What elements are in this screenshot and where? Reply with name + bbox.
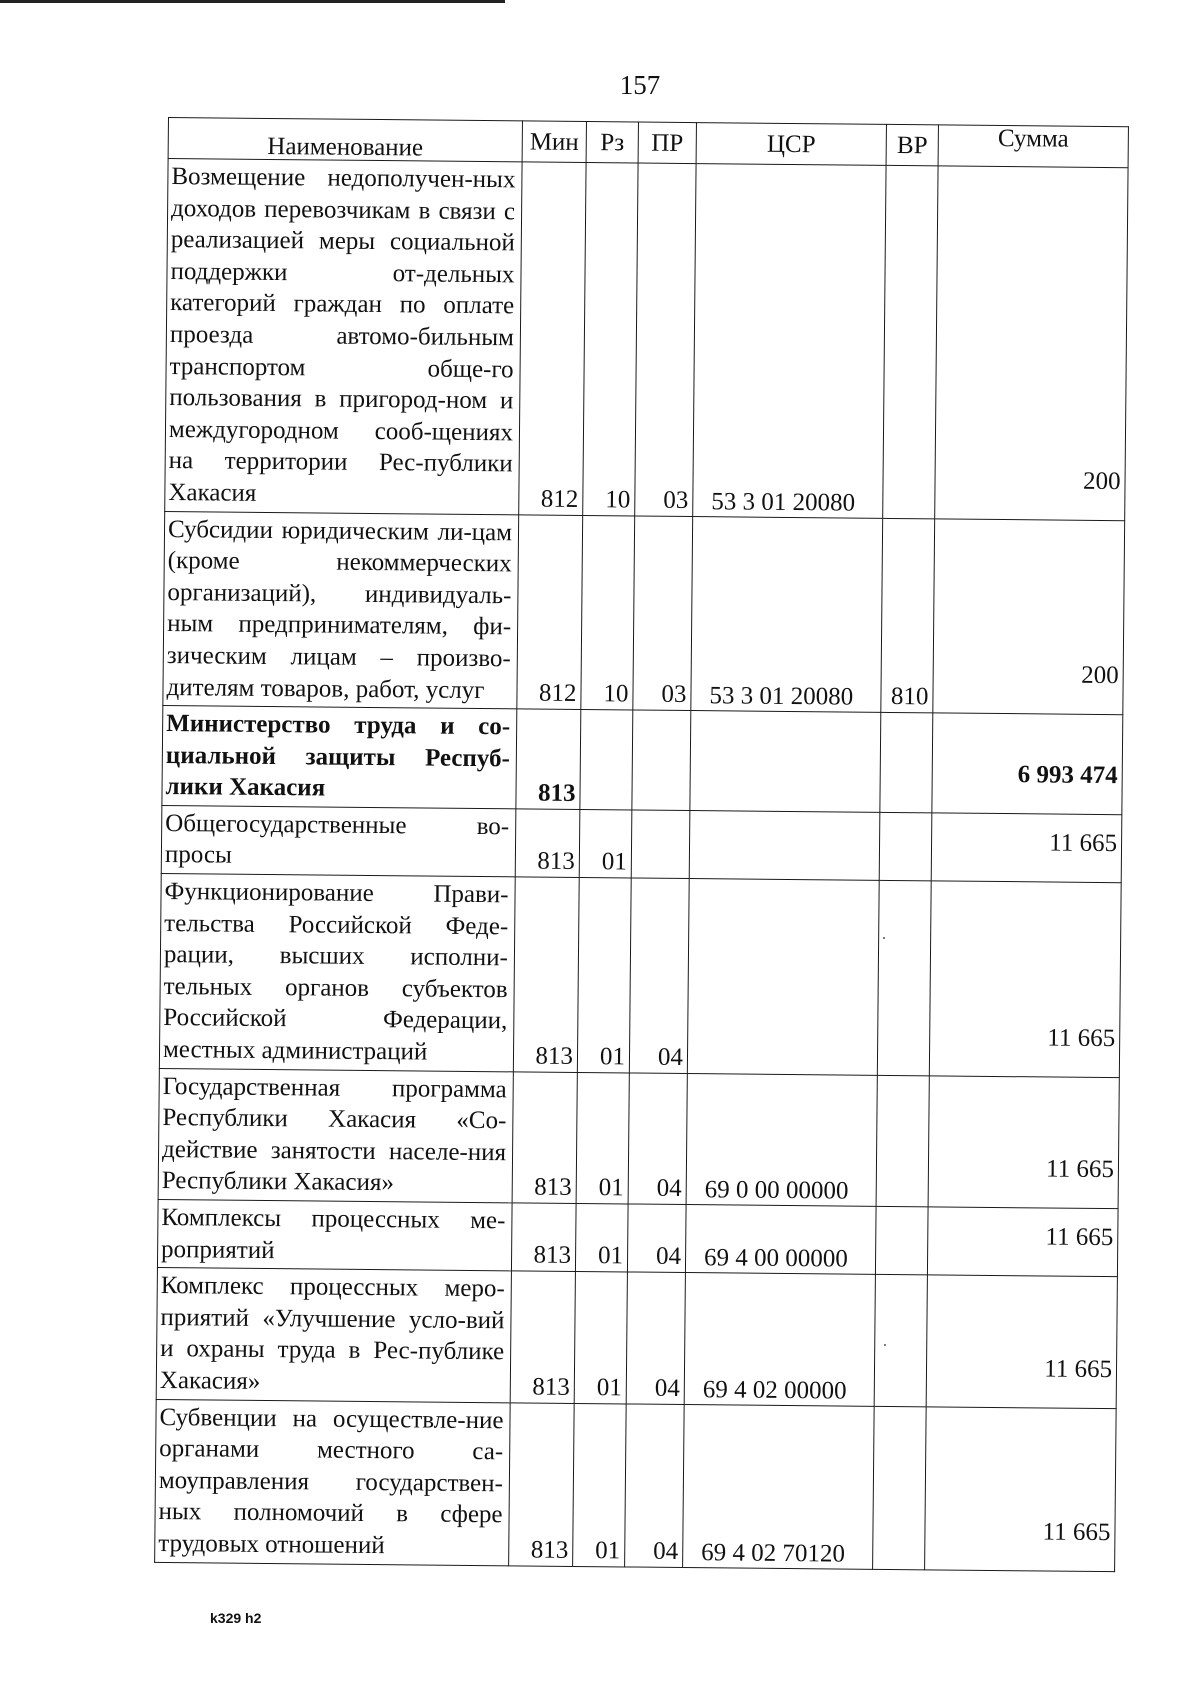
table-header-row — [168, 118, 1128, 168]
cell-name: Субсидии юридическим ли-цам (кроме некоммерческих организаций), индивидуаль-ным предпринимателям, фи-зическим лицам – произво-дителям товаров, работ, услуг — [163, 511, 519, 709]
cell-sum: 11 665 — [931, 813, 1122, 883]
cell-min: 813 — [510, 1271, 575, 1403]
cell-name: Функционирование Прави-тельства Российской Феде-рации, высших исполни-тельных органов субъектов Российской Федерации, местных администраций — [159, 874, 515, 1072]
table-row — [163, 511, 1125, 715]
cell-rz: 01 — [573, 1403, 627, 1566]
cell-sum: 6 993 474 — [932, 713, 1123, 815]
table-row — [156, 1268, 1117, 1409]
cell-rz: 10 — [581, 515, 635, 710]
cell-csr — [689, 810, 880, 880]
footer-code: k329 h2 — [210, 1610, 262, 1626]
cell-vr — [874, 1275, 927, 1407]
header-sum: Сумма — [938, 125, 1128, 168]
cell-vr — [873, 1406, 927, 1569]
cell-name: Государственная программа Республики Хакасия «Со-действие занятости населе-ния Республики Хакасия» — [158, 1068, 513, 1203]
cell-min: 812 — [517, 514, 583, 709]
scan-edge-line — [0, 0, 505, 3]
cell-vr — [880, 712, 933, 812]
cell-min: 813 — [512, 1071, 577, 1203]
table-row — [157, 1199, 1118, 1276]
cell-name: Общегосударственные во-просы — [161, 805, 516, 877]
cell-pr: 03 — [633, 516, 693, 711]
budget-table — [154, 117, 1129, 1572]
cell-sum: 11 665 — [928, 1075, 1119, 1208]
cell-name: Субвенции на осуществле-ние органами местного са-моуправления государствен-ных полномочий в сфере трудовых отношений — [155, 1399, 511, 1565]
header-csr: ЦСР — [696, 123, 886, 166]
cell-pr: 04 — [628, 1073, 687, 1205]
cell-vr — [876, 1075, 929, 1207]
cell-min: 813 — [509, 1402, 575, 1566]
header-min: Мин — [522, 121, 586, 163]
cell-csr: 53 3 01 20080 — [691, 516, 883, 712]
cell-csr — [687, 879, 879, 1075]
cell-csr: 53 3 01 20080 — [693, 164, 886, 518]
cell-sum: 11 665 — [926, 1275, 1117, 1408]
header-vr: ВР — [886, 124, 938, 165]
table-row — [165, 159, 1128, 521]
cell-name: Комплекс процессных меро-приятий «Улучшение усло-вий и охраны труда в Рес-публике Хакасия» — [156, 1268, 511, 1403]
cell-csr — [690, 711, 881, 813]
page-number: 157 — [619, 70, 661, 100]
cell-min: 813 — [513, 877, 579, 1072]
cell-csr: 69 4 00 00000 — [685, 1205, 876, 1275]
cell-sum: 11 665 — [925, 1406, 1117, 1571]
cell-rz: 01 — [577, 878, 631, 1073]
cell-csr: 69 0 00 00000 — [686, 1073, 877, 1206]
table-row — [161, 805, 1122, 882]
scan-speck — [884, 1344, 886, 1346]
cell-name: Комплексы процессных ме-роприятий — [157, 1199, 512, 1271]
cell-sum: 11 665 — [927, 1207, 1118, 1277]
cell-pr: 04 — [627, 1204, 686, 1273]
table-row — [159, 874, 1121, 1078]
header-pr: ПР — [638, 122, 696, 164]
cell-pr: 04 — [629, 878, 689, 1073]
cell-min: 812 — [519, 162, 586, 515]
cell-min: 813 — [515, 809, 580, 878]
cell-rz: 01 — [575, 1203, 628, 1272]
cell-vr — [883, 165, 938, 518]
cell-pr: 04 — [626, 1272, 685, 1404]
cell-csr: 69 4 02 70120 — [683, 1404, 875, 1569]
cell-sum: 11 665 — [929, 881, 1121, 1077]
cell-rz: 10 — [583, 163, 638, 516]
cell-vr: 810 — [881, 518, 935, 713]
cell-name: Министерство труда и со-циальной защиты Респуб-лики Хакасия — [162, 706, 517, 809]
cell-pr: 03 — [635, 163, 696, 516]
cell-vr — [877, 880, 931, 1075]
cell-csr: 69 4 02 00000 — [684, 1273, 875, 1406]
cell-min: 813 — [511, 1203, 576, 1272]
cell-rz: 01 — [579, 809, 632, 878]
cell-pr — [632, 710, 691, 810]
cell-vr — [875, 1206, 928, 1275]
cell-rz: 01 — [576, 1072, 629, 1204]
cell-min: 813 — [516, 709, 581, 809]
scan-speck — [883, 937, 885, 939]
table-row — [155, 1399, 1117, 1571]
table-row — [162, 706, 1123, 815]
cell-sum: 200 — [935, 166, 1128, 520]
header-rz: Рз — [586, 122, 638, 163]
cell-rz — [580, 710, 633, 810]
cell-rz: 01 — [574, 1272, 627, 1404]
table-row — [158, 1068, 1119, 1209]
cell-pr — [631, 810, 690, 879]
header-name: Наименование — [168, 118, 522, 162]
cell-sum: 200 — [933, 518, 1125, 714]
cell-pr: 04 — [625, 1404, 685, 1568]
cell-vr — [879, 812, 932, 881]
cell-name: Возмещение недополучен-ных доходов перевозчикам в связи с реализацией меры социальной поддержки от-дельных категорий граждан по оплате проезда автомо-бильным транспортом обще-го пользования в пригород-ном и междугородном сооб-щениях на территории Рес-публики Хакасия — [165, 159, 522, 515]
